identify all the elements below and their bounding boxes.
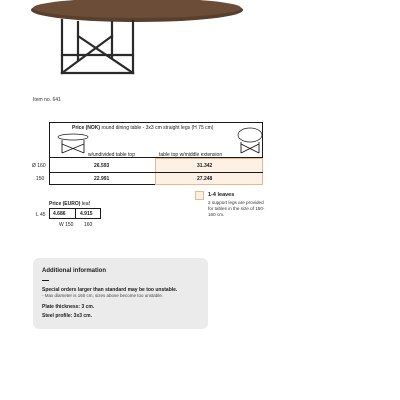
table-diagram-icon xyxy=(57,133,89,155)
info-title: Additional information xyxy=(42,268,106,274)
col-undivided-label: w/undivided table top xyxy=(88,152,135,158)
price-euro-title-bold: Price (EURO) xyxy=(49,201,81,207)
leaves-description: 2 support legs are provided for tables in the size of 150-160 cm. xyxy=(208,200,265,217)
euro-price-160: 4.915 xyxy=(80,211,93,217)
price-nok-title-bold: Price (NOK) xyxy=(72,125,101,131)
euro-row-label: L 45 xyxy=(36,212,46,218)
price-160-undivided: 26.593 xyxy=(94,163,110,169)
leaves-title: 1-4 leaves xyxy=(208,192,235,198)
euro-width-150: W 150 xyxy=(59,222,74,228)
price-150-undivided: 22.991 xyxy=(94,176,110,182)
price-euro-box xyxy=(49,208,101,219)
item-number: Item no. 641 xyxy=(33,97,61,103)
col-extension-label: table top w/middle extension xyxy=(159,152,223,158)
price-160-extension: 31.342 xyxy=(197,163,213,169)
row-label-160: Ø 160 xyxy=(32,163,46,169)
price-nok-title-rest: round dining table - 3x3 cm straight legs (H 75 cm) xyxy=(101,125,214,131)
euro-divider xyxy=(75,209,76,219)
price-euro-title xyxy=(49,201,90,207)
leaf-square-icon xyxy=(195,191,204,200)
info-divider xyxy=(42,280,49,281)
price-nok-table xyxy=(32,122,263,185)
euro-width-160: 160 xyxy=(84,222,93,228)
row-divider-ext xyxy=(155,172,263,173)
price-euro-title-rest: leaf xyxy=(81,201,90,207)
info-special-orders: Special orders larger than standard may be too unstable. xyxy=(42,287,178,293)
price-150-extension: 27.248 xyxy=(197,176,213,182)
table-photo-icon xyxy=(0,0,400,90)
info-max-diameter: - Max diameter is 160 cm, sizes above become too unstable. xyxy=(42,293,164,298)
extension-table-diagram-icon xyxy=(237,127,263,155)
info-plate-thickness: Plate thickness: 3 cm. xyxy=(42,304,95,310)
row-label-150: 150 xyxy=(36,176,45,182)
euro-price-150: 4.686 xyxy=(53,211,66,217)
price-nok-title xyxy=(72,125,213,131)
info-steel-profile: Steel profile: 3x3 cm. xyxy=(42,313,93,319)
